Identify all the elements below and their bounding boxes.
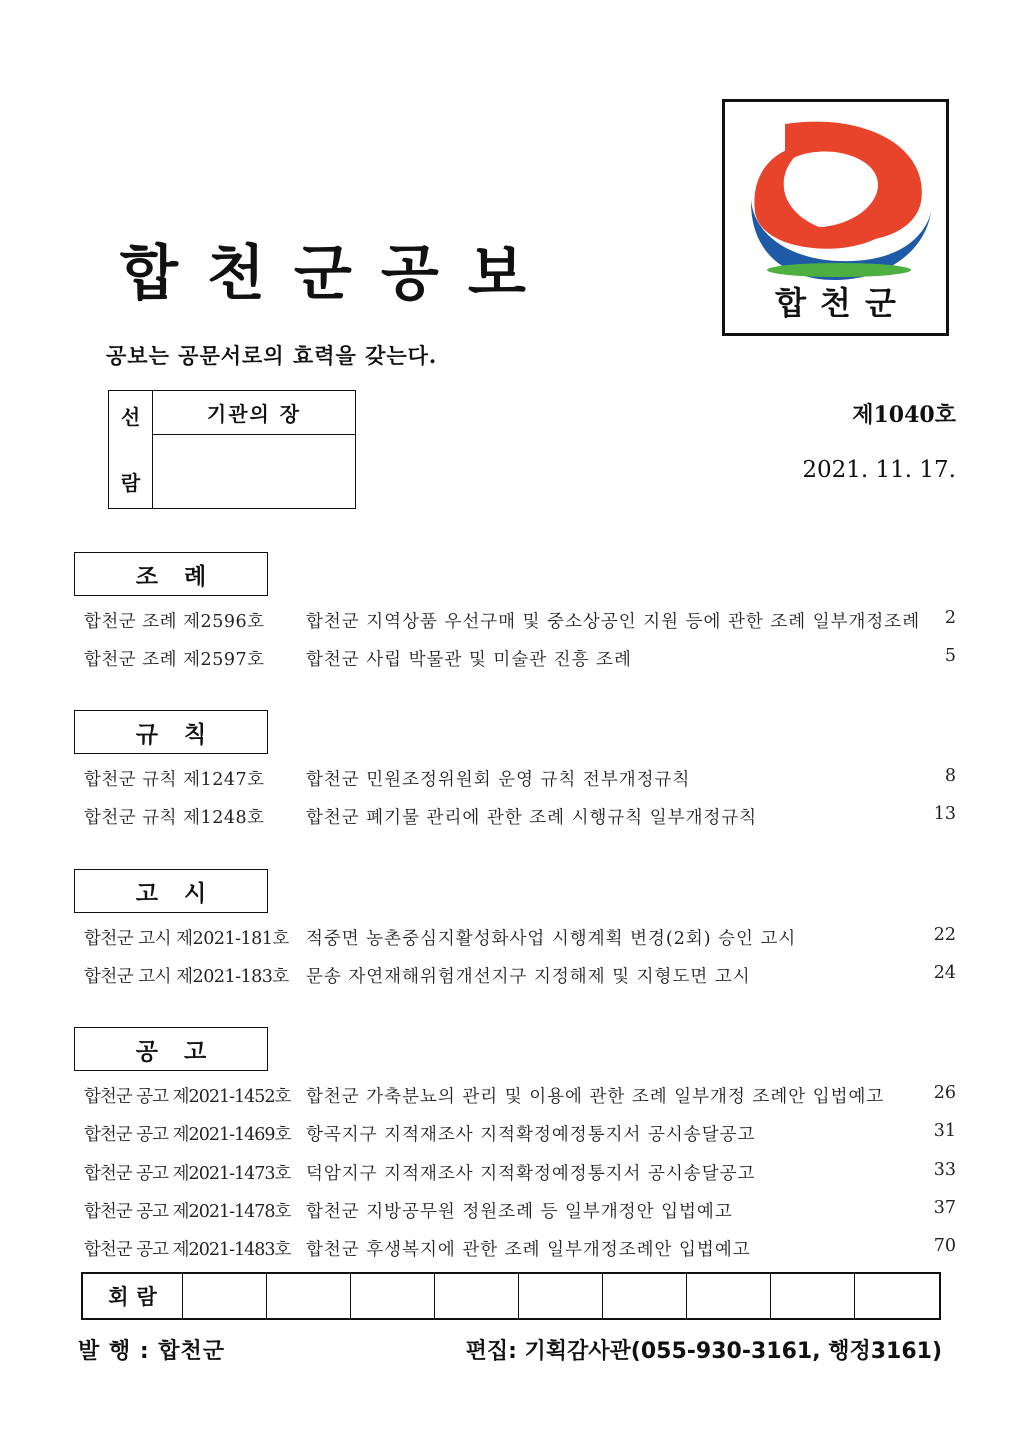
review-side-label	[109, 391, 153, 508]
review-signature-area	[153, 435, 355, 508]
logo-text: 합천군	[775, 284, 910, 322]
circulation-cell	[351, 1274, 435, 1318]
entry-title: 문송 자연재해위험개선지구 지정해제 및 지형도면 고시	[306, 967, 751, 987]
entry-page: 13	[933, 804, 956, 824]
list-item[interactable]	[84, 608, 956, 636]
entry-code: 합천군 규칙 제1248호	[84, 808, 265, 828]
list-item[interactable]	[84, 925, 956, 953]
list-item[interactable]	[84, 804, 956, 832]
circulation-cell	[435, 1274, 519, 1318]
circulation-cell	[687, 1274, 771, 1318]
circulation-cell	[855, 1274, 939, 1318]
section-header-notice: 고시	[74, 869, 268, 913]
entry-title: 합천군 폐기물 관리에 관한 조례 시행규칙 일부개정규칙	[306, 808, 758, 828]
subtitle: 공보는 공문서로의 효력을 갖는다.	[106, 343, 438, 368]
entry-code: 합천군 조례 제2597호	[84, 650, 265, 670]
issue-number: 제1040호	[852, 402, 956, 428]
circulation-cell	[603, 1274, 687, 1318]
entry-code: 합천군 공고 제2021-1469호	[84, 1125, 291, 1145]
entry-code: 합천군 공고 제2021-1478호	[84, 1202, 291, 1222]
county-logo	[722, 99, 949, 336]
entry-page: 37	[933, 1198, 956, 1218]
review-header: 기관의 장	[153, 391, 355, 435]
entry-code: 합천군 조례 제2596호	[84, 612, 265, 632]
circulation-cell	[519, 1274, 603, 1318]
list-item[interactable]	[84, 1083, 956, 1111]
circulation-cell	[771, 1274, 855, 1318]
issue-date: 2021. 11. 17.	[802, 457, 956, 483]
entry-page: 22	[933, 925, 956, 945]
circulation-table	[81, 1272, 941, 1320]
entry-title: 덕암지구 지적재조사 지적확정예정통지서 공시송달공고	[306, 1164, 756, 1184]
entry-title: 합천군 후생복지에 관한 조례 일부개정조례안 입법예고	[306, 1240, 751, 1260]
section-header-rule: 규칙	[74, 710, 268, 754]
entry-title: 합천군 사립 박물관 및 미술관 진흥 조례	[306, 650, 632, 670]
entry-title: 항곡지구 지적재조사 지적확정예정통지서 공시송달공고	[306, 1125, 756, 1145]
footer-editor: 편집: 기획감사관(055-930-3161, 행정3161)	[465, 1339, 942, 1364]
entry-title: 합천군 민원조정위원회 운영 규칙 전부개정규칙	[306, 770, 691, 790]
entry-page: 26	[933, 1083, 956, 1103]
section-header-ordinance: 조례	[74, 552, 268, 596]
list-item[interactable]	[84, 1198, 956, 1226]
circulation-cell	[183, 1274, 267, 1318]
entry-page: 31	[933, 1121, 956, 1141]
entry-page: 2	[944, 608, 956, 628]
list-item[interactable]	[84, 1160, 956, 1188]
entry-code: 합천군 공고 제2021-1483호	[84, 1240, 291, 1260]
section-header-announcement: 공고	[74, 1027, 268, 1071]
review-side-bottom: 람	[120, 471, 141, 495]
entry-code: 합천군 공고 제2021-1452호	[84, 1087, 291, 1107]
entry-code: 합천군 고시 제2021-181호	[84, 929, 289, 949]
circulation-label: 회람	[83, 1274, 183, 1318]
review-side-top: 선	[120, 405, 141, 429]
entry-page: 8	[944, 766, 956, 786]
entry-title: 합천군 지방공무원 정원조례 등 일부개정안 입법예고	[306, 1202, 733, 1222]
list-item[interactable]	[84, 646, 956, 674]
entry-title: 적중면 농촌중심지활성화사업 시행계획 변경(2회) 승인 고시	[306, 929, 797, 949]
list-item[interactable]	[84, 963, 956, 991]
list-item[interactable]	[84, 1121, 956, 1149]
entry-title: 합천군 지역상품 우선구매 및 중소상공인 지원 등에 관한 조례 일부개정조례	[306, 612, 921, 632]
entry-code: 합천군 공고 제2021-1473호	[84, 1164, 291, 1184]
entry-page: 70	[933, 1236, 956, 1256]
entry-page: 5	[944, 646, 956, 666]
list-item[interactable]	[84, 1236, 956, 1264]
entry-code: 합천군 고시 제2021-183호	[84, 967, 289, 987]
review-box	[108, 390, 356, 509]
entry-page: 24	[933, 963, 956, 983]
footer-publisher: 발 행 : 합천군	[78, 1339, 226, 1364]
entry-code: 합천군 규칙 제1247호	[84, 770, 265, 790]
entry-page: 33	[933, 1160, 956, 1180]
list-item[interactable]	[84, 766, 956, 794]
entry-title: 합천군 가축분뇨의 관리 및 이용에 관한 조례 일부개정 조례안 입법예고	[306, 1087, 885, 1107]
page-title: 합천군공보	[120, 239, 555, 309]
circulation-cell	[267, 1274, 351, 1318]
